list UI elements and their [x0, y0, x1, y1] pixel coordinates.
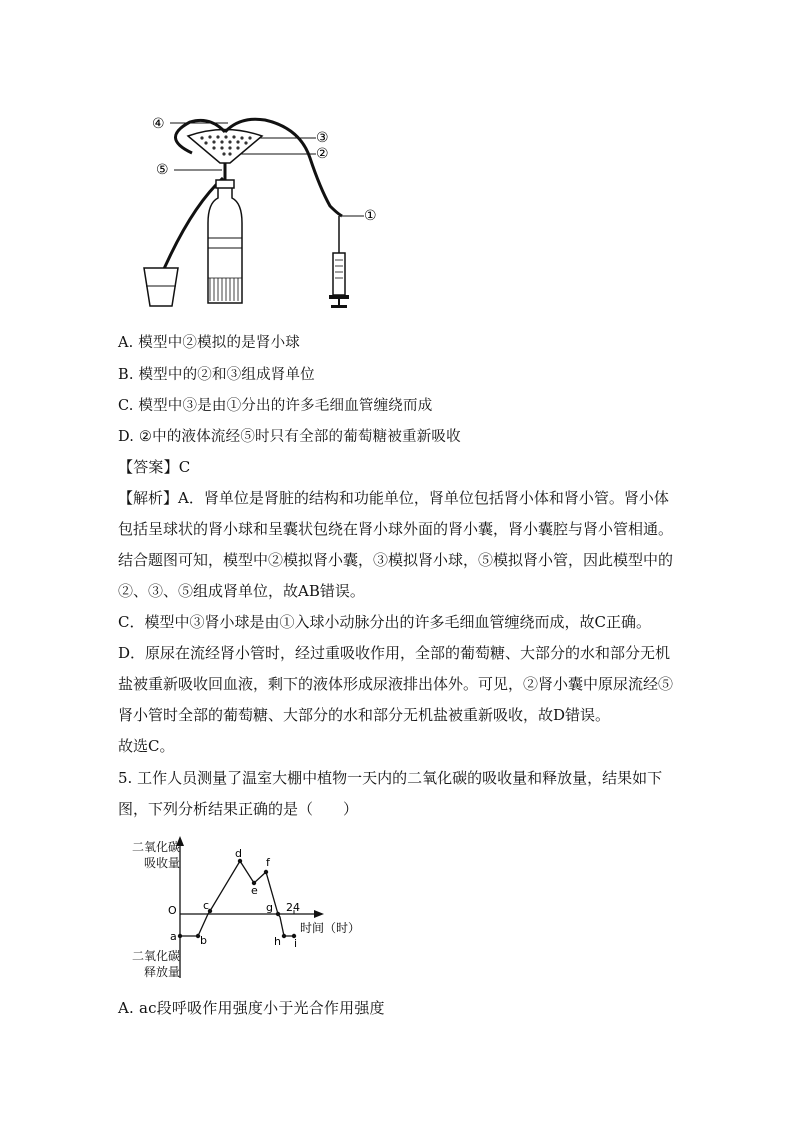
- label-1: ①: [364, 208, 377, 224]
- point-d: d: [235, 847, 242, 860]
- point-h: h: [274, 935, 281, 948]
- question-5: 5. 工作人员测量了温室大棚中植物一天内的二氧化碳的吸收量和释放量，结果如下图，下列分析结果正确的是（ ）: [118, 769, 663, 818]
- label-2: ②: [316, 146, 329, 162]
- point-i: i: [294, 937, 298, 950]
- point-c: c: [203, 899, 210, 912]
- label-4: ④: [152, 116, 165, 132]
- y-axis-label-bottom: 二氧化碳释放量: [131, 949, 180, 979]
- option-d: D. ②中的液体流经⑤时只有全部的葡萄糖被重新吸收: [118, 429, 461, 445]
- origin-label: O: [168, 904, 177, 917]
- y-axis-label-top: 二氧化碳吸收量: [131, 840, 180, 870]
- option-c: C. 模型中③是由①分出的许多毛细血管缠绕而成: [118, 398, 433, 414]
- x-mark-24: 24: [286, 901, 300, 914]
- point-b: b: [200, 934, 207, 947]
- analysis-paragraph-1: 【解析】A．肾单位是肾脏的结构和功能单位，肾单位包括肾小体和肾小管。肾小体包括呈球状的肾小球和呈囊状包绕在肾小球外面的肾小囊，肾小囊腔与肾小管相通。结合题图可知，模型中②模拟肾小囊，③模拟肾小球，⑤模拟肾小管，因此模型中的②、③、⑤组成肾单位，故AB错误。: [118, 489, 674, 600]
- label-3: ③: [316, 130, 329, 146]
- point-a: a: [170, 930, 177, 943]
- kidney-model-diagram: [130, 108, 400, 313]
- answer: 【答案】C: [118, 458, 191, 476]
- analysis-conclusion: 故选C。: [118, 737, 175, 755]
- analysis-paragraph-3: D．原尿在流经肾小管时，经过重吸收作用，全部的葡萄糖、大部分的水和部分无机盐被重新吸收回血液，剩下的液体形成尿液排出体外。可见，②肾小囊中原尿流经⑤肾小管时全部的葡萄糖、大部分的水和部分无机盐被重新吸收，故D错误。: [118, 644, 674, 724]
- point-f: f: [266, 856, 270, 869]
- option-b: B. 模型中的②和③组成肾单位: [118, 367, 315, 383]
- q5-option-a: A. ac段呼吸作用强度小于光合作用强度: [118, 999, 385, 1017]
- co2-curve: [180, 861, 294, 936]
- option-a: A. 模型中②模拟的是肾小球: [118, 335, 300, 351]
- point-e: e: [251, 884, 258, 897]
- x-axis-label: 时间（时）: [300, 921, 361, 935]
- point-g: g: [266, 901, 273, 914]
- label-5: ⑤: [156, 162, 169, 178]
- analysis-paragraph-2: C．模型中③肾小球是由①入球小动脉分出的许多毛细血管缠绕而成，故C正确。: [118, 613, 651, 631]
